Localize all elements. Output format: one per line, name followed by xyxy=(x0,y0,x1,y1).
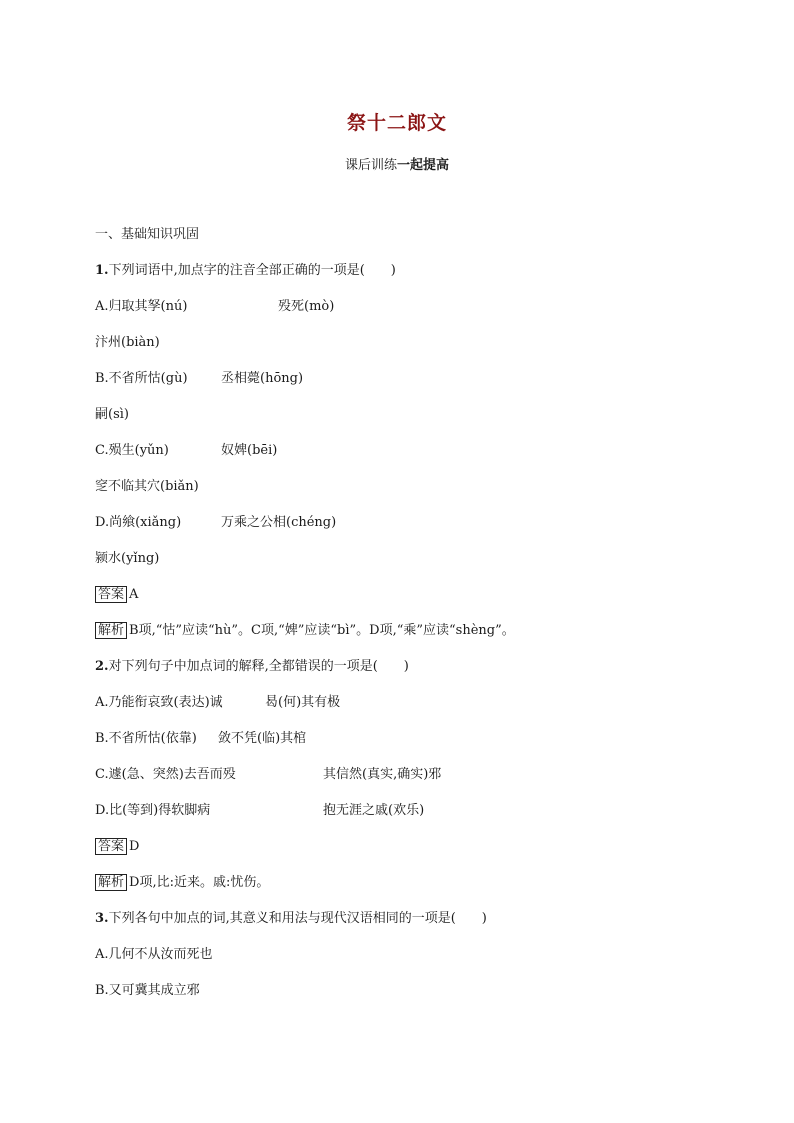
q1-option-b-part2: 丞相薨(hōng) xyxy=(221,371,304,386)
q2-option-a xyxy=(95,694,341,712)
q1-option-a-part3: 汴州(biàn) xyxy=(95,335,160,350)
analysis-label: 解析 xyxy=(95,874,127,891)
answer-label: 答案 xyxy=(95,838,127,855)
question-2-number: 2. xyxy=(95,659,109,674)
document-subtitle xyxy=(0,154,794,173)
q1-option-a-part2: 殁死(mò) xyxy=(278,299,335,314)
subtitle-bold: 一起提高 xyxy=(397,158,450,173)
question-3-number: 3. xyxy=(95,911,109,926)
q2-option-b-part2: 敛不凭(临)其棺 xyxy=(218,731,307,746)
q2-answer-row xyxy=(95,838,139,856)
subtitle-plain: 课后训练 xyxy=(344,158,397,173)
q2-option-d xyxy=(95,802,425,820)
q2-option-a-part2: 曷(何)其有极 xyxy=(265,695,341,710)
q2-option-a-part1: A.乃能衔哀致(表达)诚 xyxy=(95,695,223,710)
q1-answer-value: A xyxy=(129,587,139,602)
question-1-stem xyxy=(95,262,396,280)
question-3-text: 下列各句中加点的词,其意义和用法与现代汉语相同的一项是( ) xyxy=(108,911,487,926)
q1-option-a-part1: A.归取其孥(nú) xyxy=(95,299,188,314)
q1-option-d-line1 xyxy=(95,514,337,532)
question-1-text: 下列词语中,加点字的注音全部正确的一项是( ) xyxy=(108,263,396,278)
q2-analysis-text: D项,比:近来。戚:忧伤。 xyxy=(129,875,270,890)
answer-label: 答案 xyxy=(95,586,127,603)
question-2-stem xyxy=(95,658,409,676)
document-title: 祭十二郎文 xyxy=(346,112,447,134)
q1-option-b-part1: B.不省所怙(gù) xyxy=(95,371,188,386)
q1-analysis-row xyxy=(95,622,515,640)
q1-option-c-part2: 奴婢(bēi) xyxy=(221,443,278,458)
q1-option-d-part2: 万乘之公相(chéng) xyxy=(221,515,337,530)
question-1-number: 1. xyxy=(95,263,109,278)
q1-option-d-part3: 颍水(yǐng) xyxy=(95,551,160,566)
question-3-stem xyxy=(95,910,487,928)
q1-analysis-text: B项,“怙”应读“hù”。C项,“婢”应读“bì”。D项,“乘”应读“shèng”。 xyxy=(129,623,515,638)
q2-option-b xyxy=(95,730,307,748)
q2-option-c xyxy=(95,766,442,784)
section-heading: 一、基础知识巩固 xyxy=(95,227,200,242)
q2-option-c-part2: 其信然(真实,确实)邪 xyxy=(323,767,442,782)
q3-option-a: A.几何不从汝而死也 xyxy=(95,947,213,962)
q2-answer-value: D xyxy=(129,839,140,854)
q2-option-c-part1: C.遽(急、突然)去吾而殁 xyxy=(95,767,236,782)
q1-option-c-part3: 窆不临其穴(biǎn) xyxy=(95,479,199,494)
q1-option-d-part1: D.尚飨(xiǎng) xyxy=(95,515,182,530)
q1-option-b-line1 xyxy=(95,370,304,388)
q1-option-b-part3: 嗣(sì) xyxy=(95,407,129,422)
q2-option-d-part1: D.比(等到)得软脚病 xyxy=(95,803,211,818)
q1-option-c-part1: C.殒生(yǔn) xyxy=(95,443,169,458)
q2-analysis-row xyxy=(95,874,269,892)
q1-answer-row xyxy=(95,586,138,604)
analysis-label: 解析 xyxy=(95,622,127,639)
q1-option-c-line1 xyxy=(95,442,278,460)
q1-option-a-line1 xyxy=(95,298,335,316)
q2-option-b-part1: B.不省所怙(依靠) xyxy=(95,731,197,746)
q2-option-d-part2: 抱无涯之戚(欢乐) xyxy=(323,803,425,818)
question-2-text: 对下列句子中加点词的解释,全都错误的一项是( ) xyxy=(108,659,409,674)
q3-option-b: B.又可冀其成立邪 xyxy=(95,983,200,998)
